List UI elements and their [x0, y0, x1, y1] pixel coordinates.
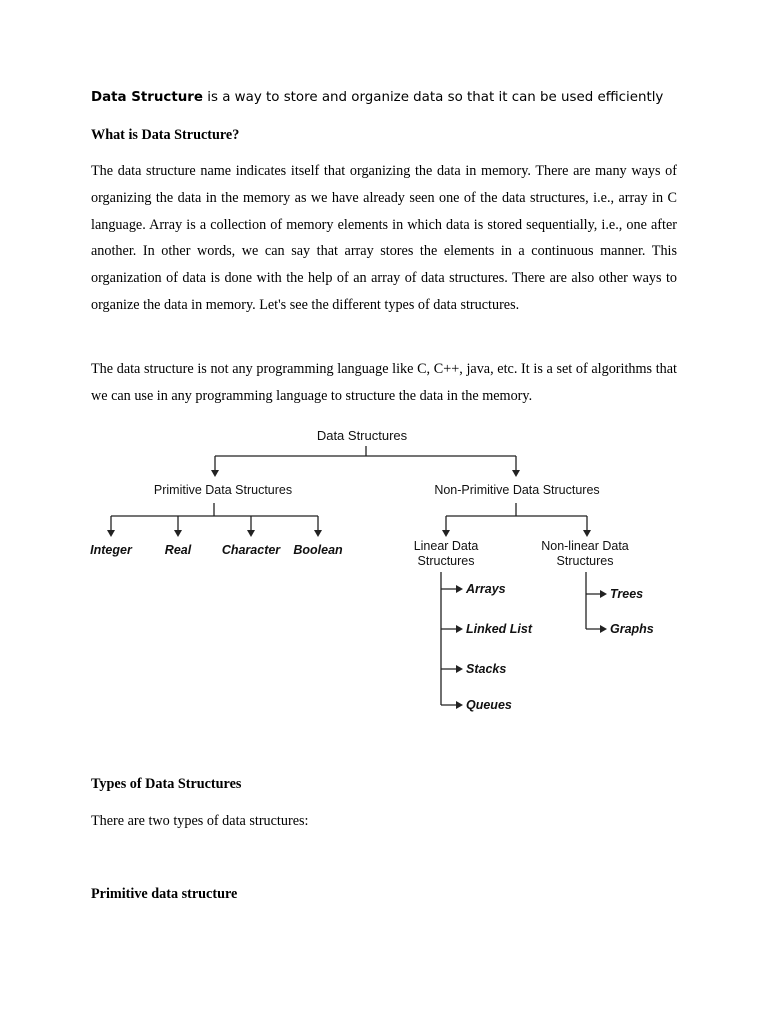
diagram-queues: Queues: [466, 698, 512, 712]
arrow-head: [456, 585, 463, 593]
intro-text: is a way to store and organize data so that it can be used efficiently: [203, 90, 664, 105]
diagram-root: Data Structures: [316, 428, 408, 443]
arrow-head: [174, 530, 182, 537]
diagram-boolean: Boolean: [293, 543, 343, 557]
heading-primitive: Primitive data structure: [91, 886, 238, 902]
diagram-trees: Trees: [610, 587, 644, 601]
arrow-head: [456, 665, 463, 673]
diagram-integer: Integer: [90, 543, 132, 557]
diagram-nonlinear-line1: Non-linear Data: [541, 539, 629, 553]
diagram-stacks: Stacks: [466, 662, 507, 676]
intro-line: [91, 90, 711, 105]
arrow-head: [247, 530, 255, 537]
arrow-head: [583, 530, 591, 537]
heading-what-is-data-structure: What is Data Structure?: [91, 127, 240, 143]
diagram-linear-line2: Structures: [417, 554, 475, 568]
diagram-linear-line1: Linear Data: [413, 539, 479, 553]
diagram-non-primitive: Non-Primitive Data Structures: [434, 483, 600, 497]
arrow-head: [600, 625, 607, 633]
arrow-head: [442, 530, 450, 537]
arrow-head: [456, 625, 463, 633]
intro-term: Data Structure: [91, 90, 203, 105]
arrow-head: [600, 590, 607, 598]
diagram-character: Character: [221, 543, 281, 557]
paragraph-not-language: The data structure is not any programming language like C, C++, java, etc. It is a set of algorithms that we can use in any programming language to structure the data in the memory.: [91, 361, 677, 404]
diagram-arrays: Arrays: [466, 582, 506, 596]
paragraph-definition: The data structure name indicates itself that organizing the data in memory. There are many ways of organizing the data in the memory as we have already seen one of the data structures, i.e., array in C language. Array is a collection of memory elements in which data is stored sequentially, i.e., one after another. In other words, we can say that array stores the elements in a continuous manner. This organization of data is done with the help of an array of data structures. There are also other ways to organize the data in memory. Let's see the different types of data structures.: [91, 163, 677, 313]
diagram-nonlinear-line2: Structures: [556, 554, 614, 568]
arrow-head: [211, 470, 219, 477]
arrow-head: [107, 530, 115, 537]
arrow-head: [314, 530, 322, 537]
diagram-primitive: Primitive Data Structures: [153, 483, 293, 497]
arrow-head: [456, 701, 463, 709]
arrow-head: [512, 470, 520, 477]
diagram-linked-list: Linked List: [466, 622, 532, 636]
heading-types: Types of Data Structures: [91, 776, 242, 792]
diagram-graphs: Graphs: [610, 622, 654, 636]
diagram-real: Real: [164, 543, 192, 557]
types-intro-text: There are two types of data structures:: [91, 813, 309, 829]
